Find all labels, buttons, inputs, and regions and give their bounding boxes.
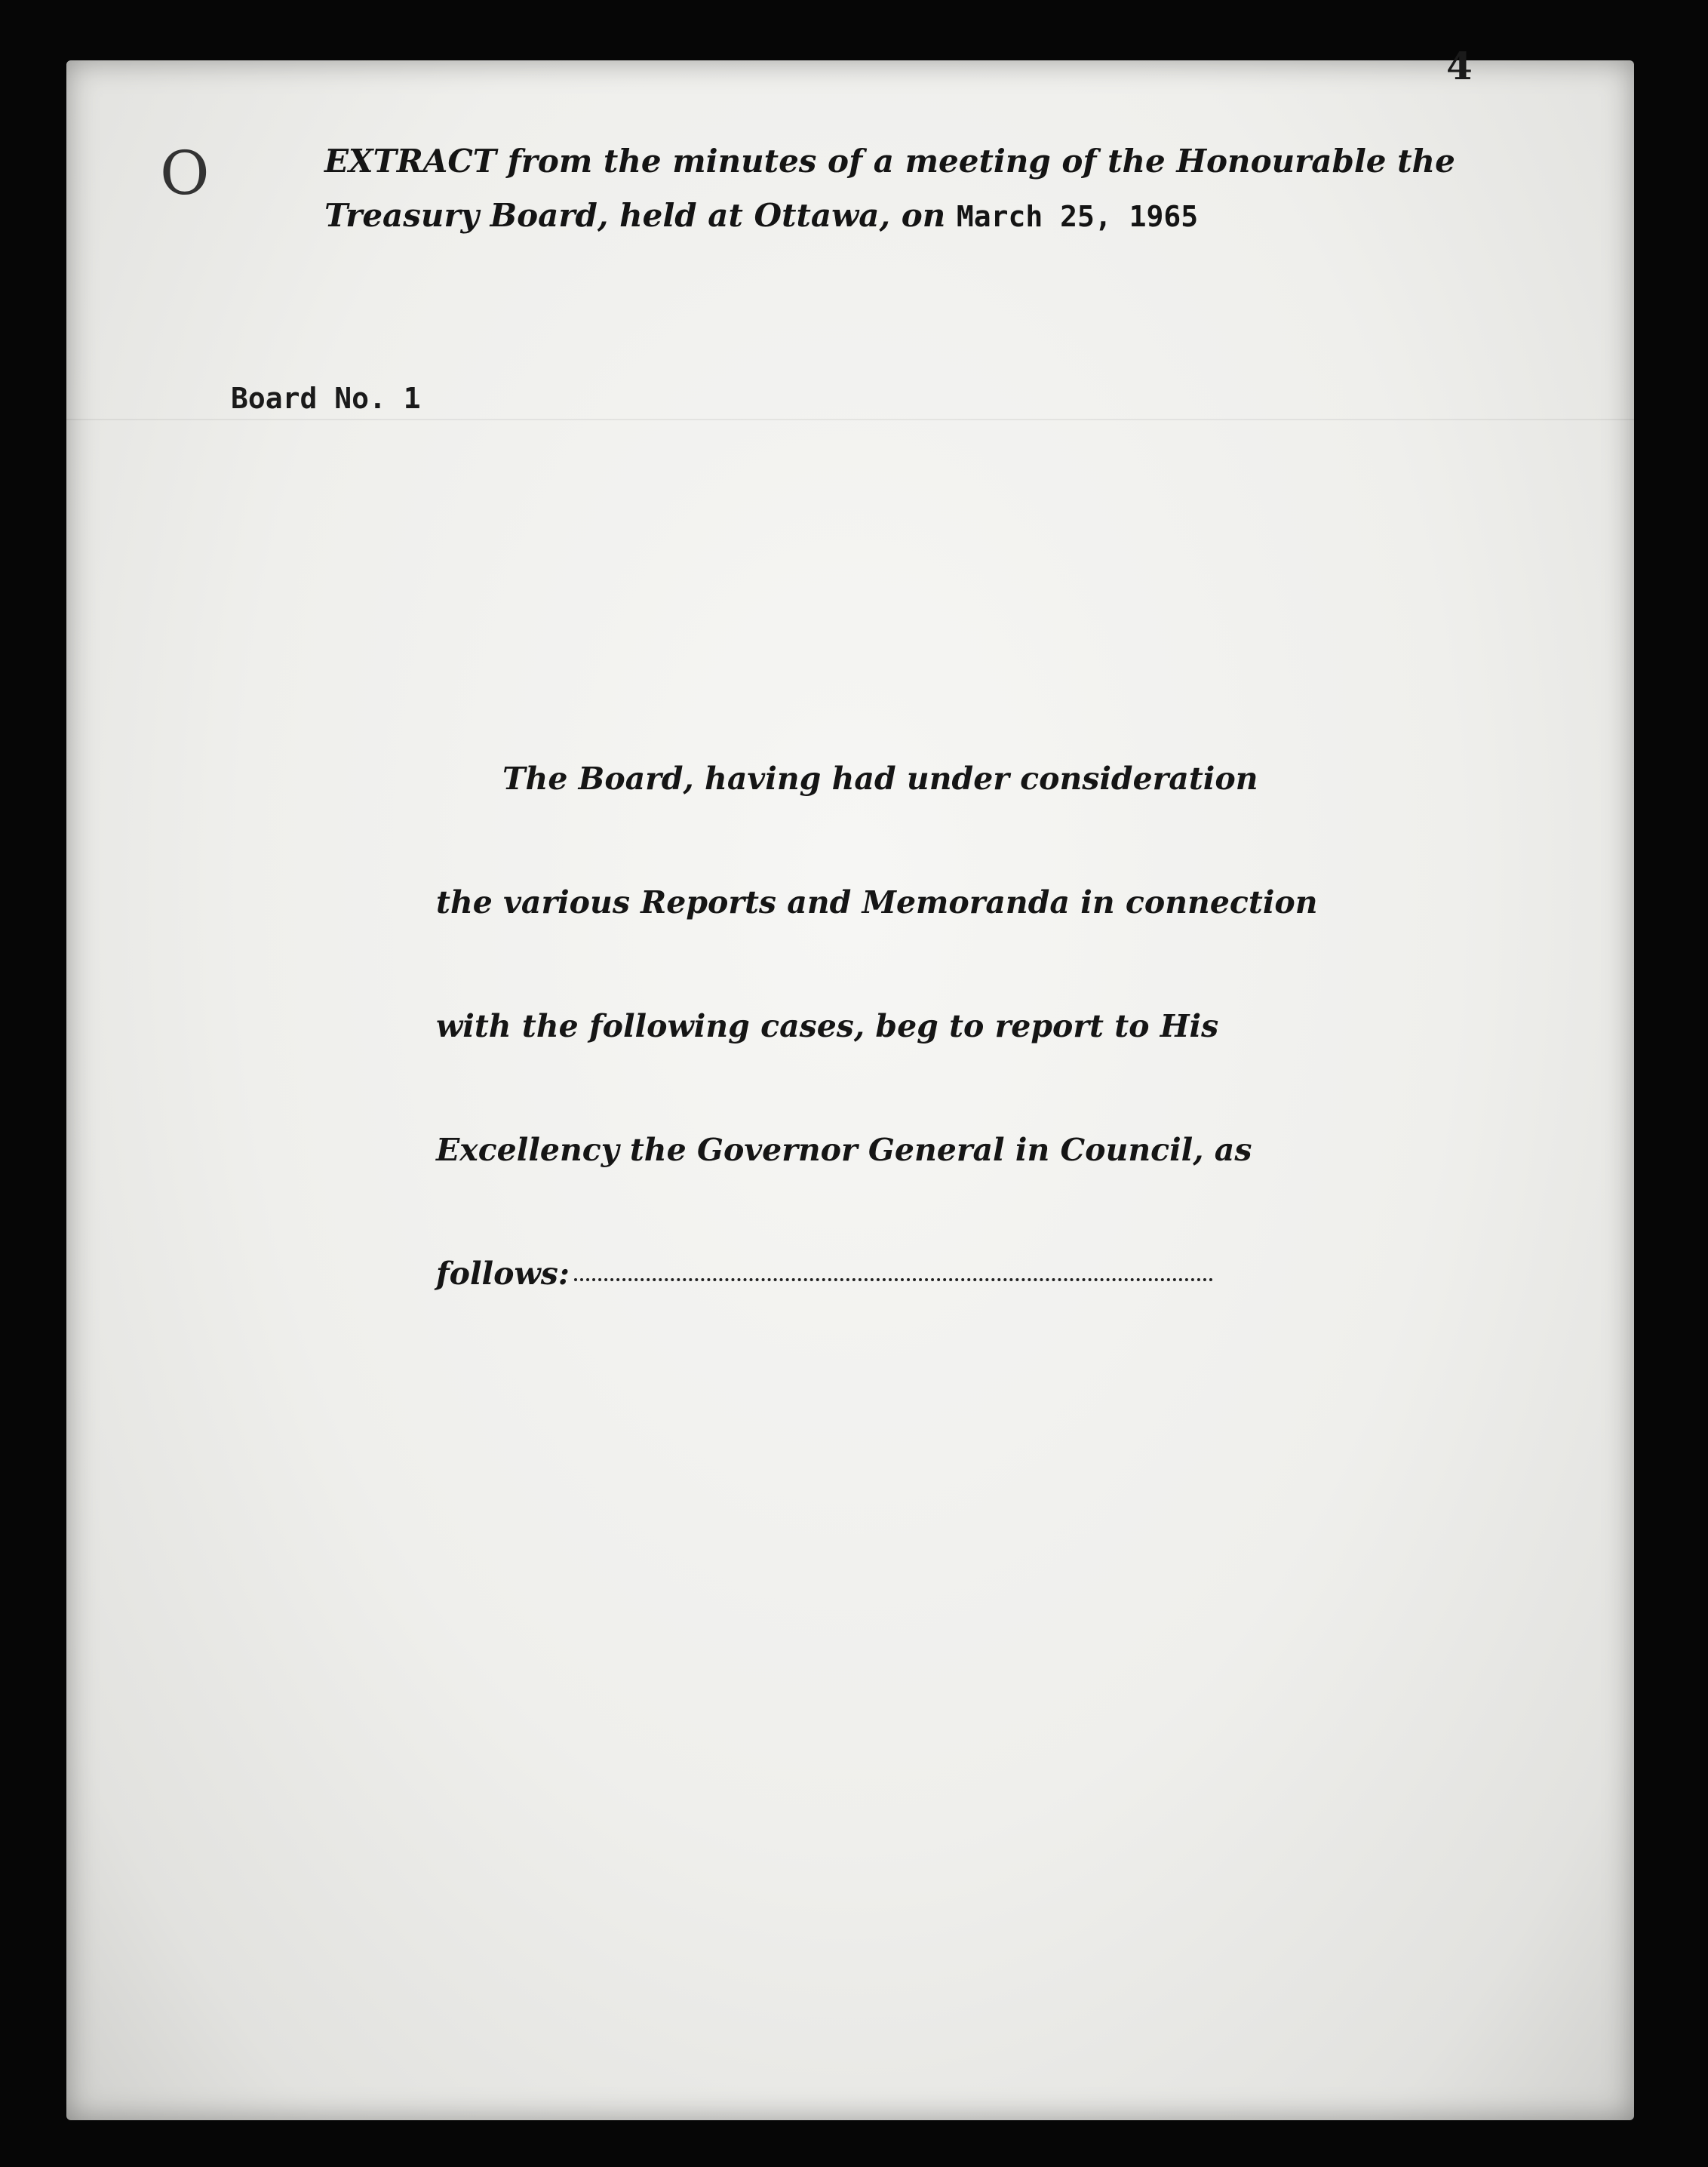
report-body [436,717,1318,1336]
header-line-2-prefix: Treasury Board, held at Ottawa, on [324,197,946,234]
body-line-3: with the following cases, beg to report to His [436,1008,1219,1044]
meeting-date: March 25, 1965 [956,200,1199,233]
document-header [324,134,1455,244]
body-line-5 [436,1212,1213,1336]
board-number: Board No. 1 [231,382,421,415]
follows-label: follows: [436,1256,570,1292]
body-line-4: Excellency the Governor General in Council, as [436,1132,1252,1168]
body-line-2: the various Reports and Memoranda in connection [436,884,1318,921]
page-fold-line [66,419,1634,420]
punch-hole-mark: O [160,138,210,208]
header-line-1: EXTRACT from the minutes of a meeting of the Honourable the [324,143,1455,180]
dotted-leader [574,1278,1213,1281]
page-number: 4 [1446,44,1473,88]
header-line-2 [324,189,1426,244]
body-line-1: The Board, having had under consideration [502,761,1258,797]
